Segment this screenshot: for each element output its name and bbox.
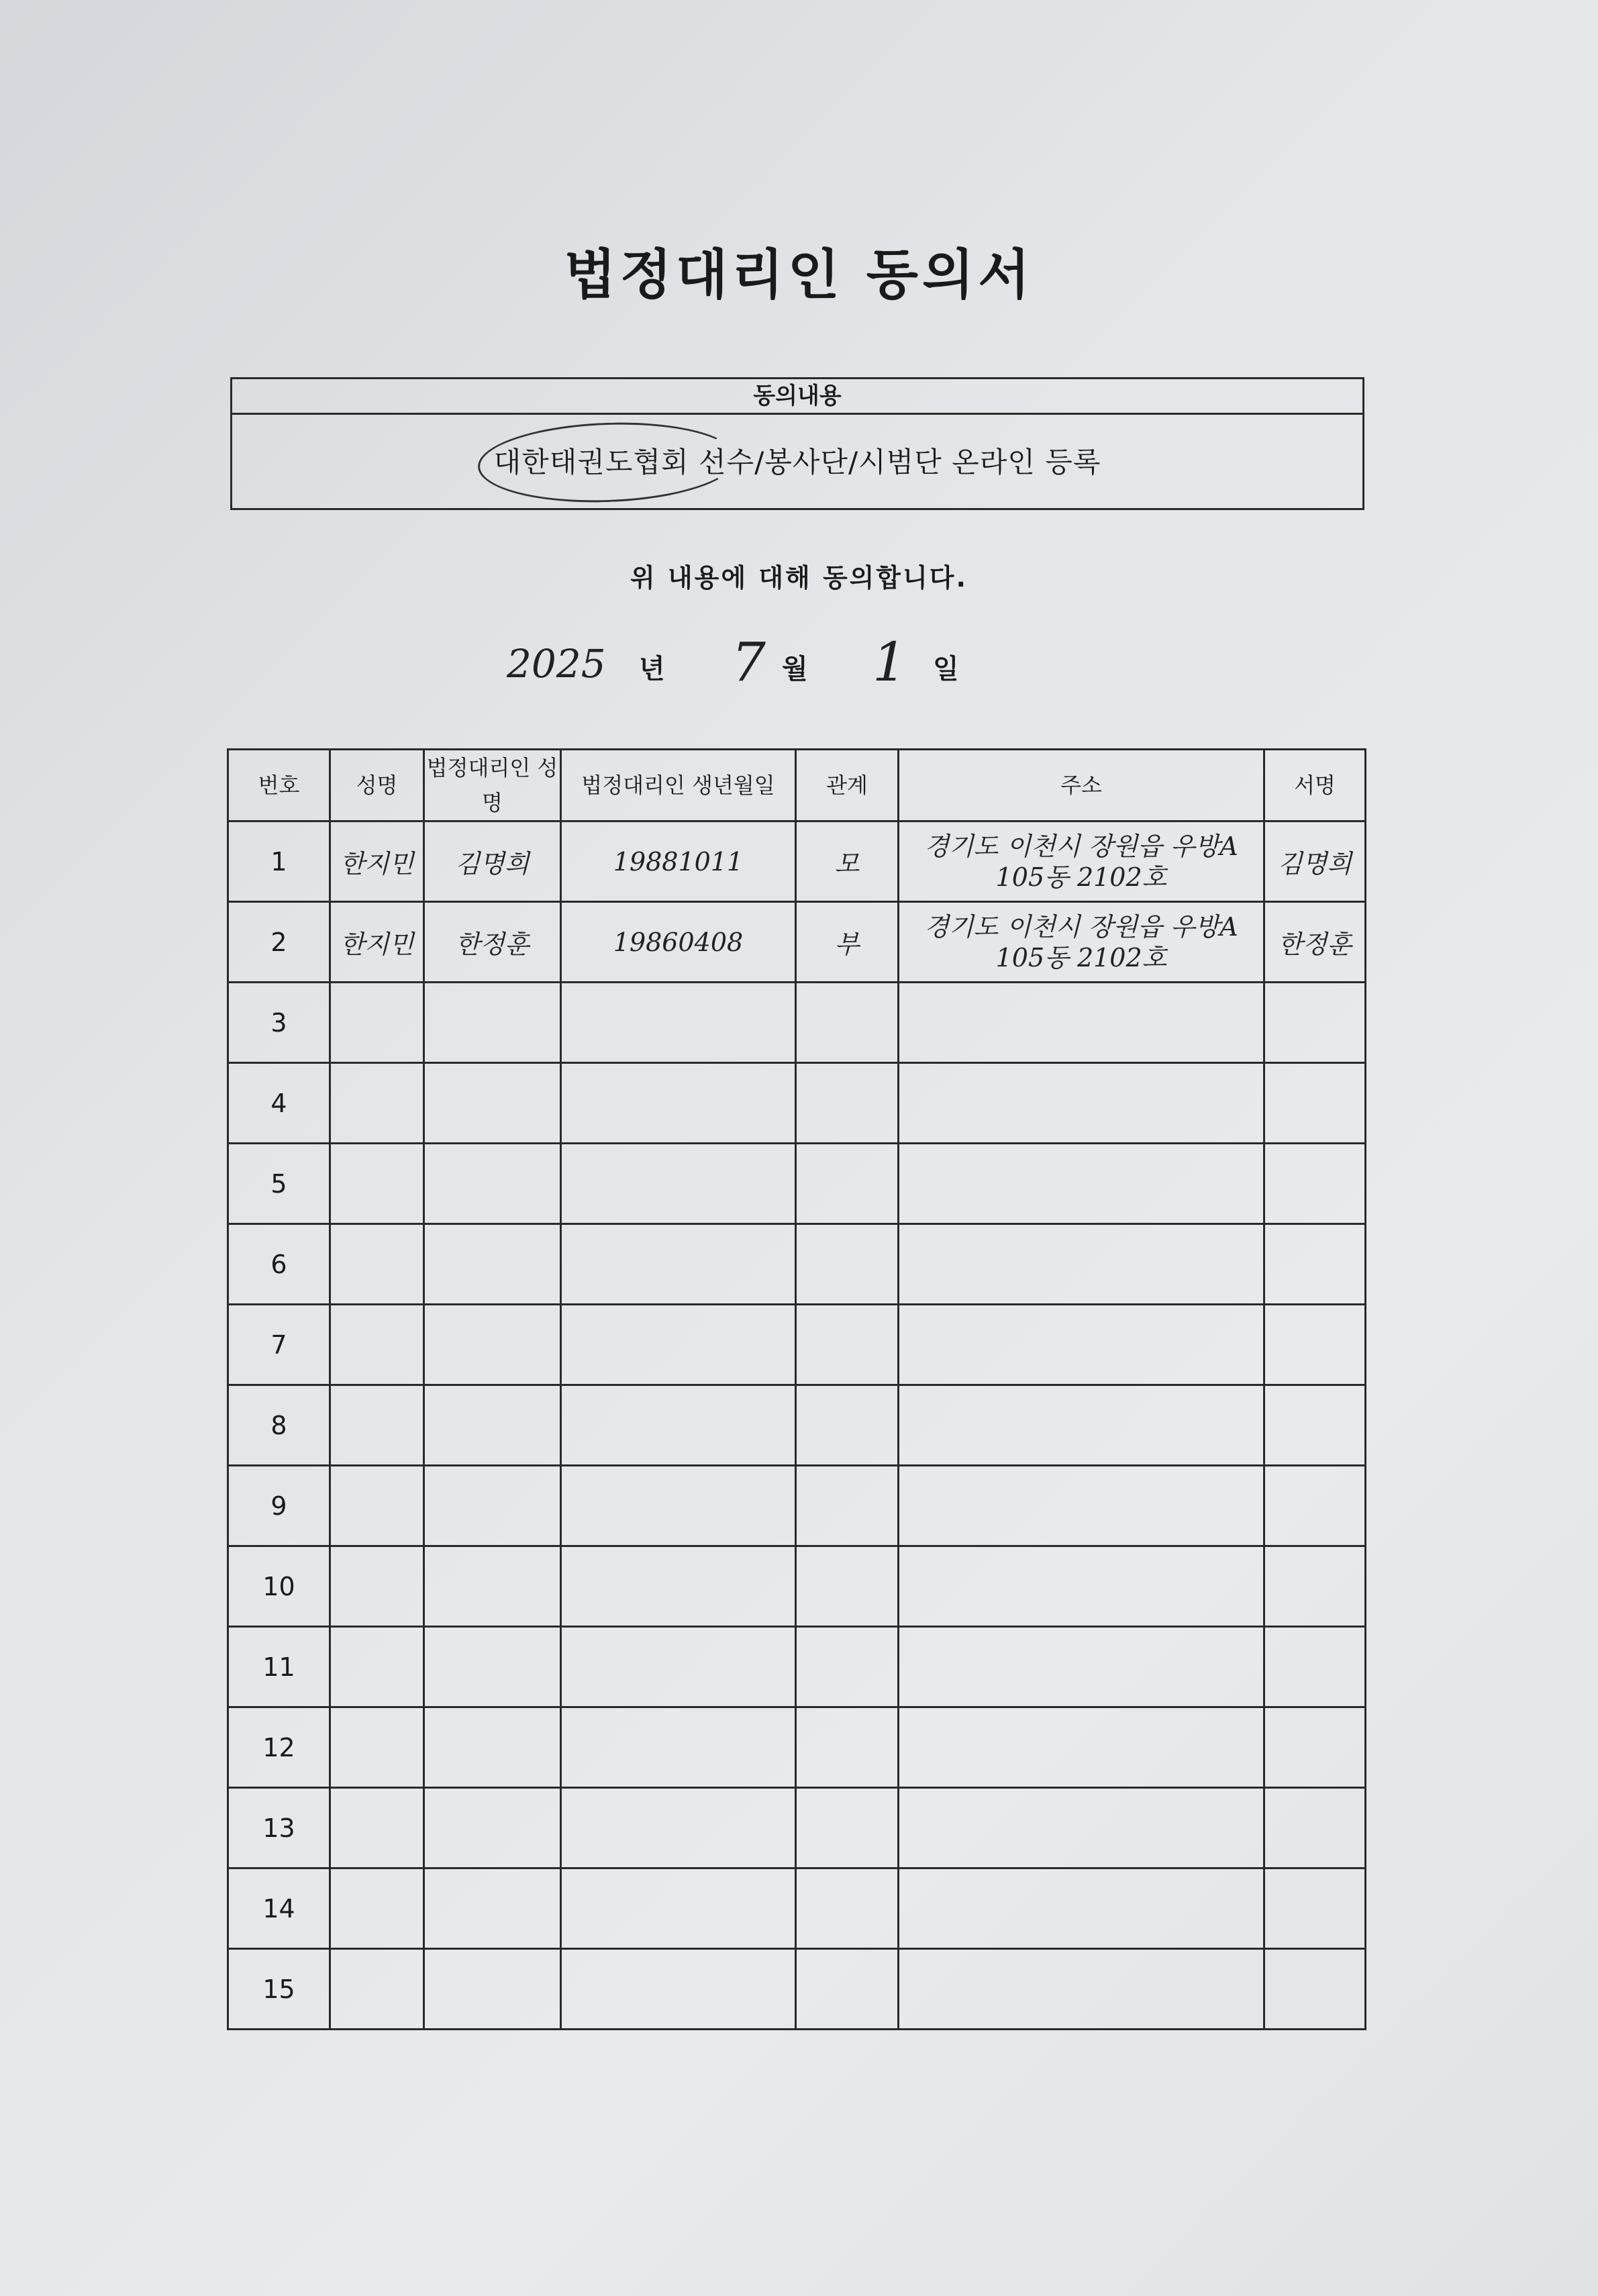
header-address: 주소 bbox=[899, 750, 1264, 821]
cell-address bbox=[899, 1063, 1264, 1144]
cell-name bbox=[330, 1627, 424, 1707]
cell-no: 7 bbox=[228, 1305, 330, 1385]
cell-address bbox=[899, 1385, 1264, 1466]
cell-relation bbox=[796, 1707, 899, 1788]
cell-name: 한지민 bbox=[330, 821, 424, 902]
cell-guardian-name bbox=[424, 1466, 561, 1546]
table-row bbox=[228, 1063, 1366, 1144]
cell-address bbox=[899, 1707, 1264, 1788]
cell-name: 한지민 bbox=[330, 902, 424, 983]
cell-name bbox=[330, 1224, 424, 1305]
agreement-statement: 위 내용에 대해 동의합니다. bbox=[630, 563, 968, 593]
cell-relation bbox=[796, 1224, 899, 1305]
cell-guardian-birth bbox=[561, 1385, 796, 1466]
cell-guardian-name bbox=[424, 1707, 561, 1788]
header-relation: 관계 bbox=[796, 750, 899, 821]
cell-guardian-birth bbox=[561, 1949, 796, 2030]
cell-guardian-name bbox=[424, 1949, 561, 2030]
cell-guardian-name bbox=[424, 1627, 561, 1707]
cell-no: 1 bbox=[228, 821, 330, 902]
cell-signature bbox=[1264, 1305, 1366, 1385]
cell-name bbox=[330, 1788, 424, 1868]
table-row bbox=[228, 1868, 1366, 1949]
cell-no: 9 bbox=[228, 1466, 330, 1546]
header-no: 번호 bbox=[228, 750, 330, 821]
cell-signature: 김명희 bbox=[1264, 821, 1366, 902]
cell-guardian-name bbox=[424, 1305, 561, 1385]
cell-name bbox=[330, 1305, 424, 1385]
date-day-label: 일 bbox=[933, 654, 959, 685]
cell-name bbox=[330, 1144, 424, 1224]
cell-guardian-name bbox=[424, 1224, 561, 1305]
cell-guardian-name: 한정훈 bbox=[424, 902, 561, 983]
cell-guardian-birth bbox=[561, 1224, 796, 1305]
cell-guardian-birth bbox=[561, 1144, 796, 1224]
cell-address bbox=[899, 1305, 1264, 1385]
cell-signature bbox=[1264, 1707, 1366, 1788]
cell-no: 5 bbox=[228, 1144, 330, 1224]
cell-relation bbox=[796, 1063, 899, 1144]
table-row bbox=[228, 1385, 1366, 1466]
consent-heading: 동의내용 bbox=[232, 379, 1362, 415]
header-guardian-birth: 법정대리인 생년월일 bbox=[561, 750, 796, 821]
cell-signature bbox=[1264, 1788, 1366, 1868]
cell-no: 14 bbox=[228, 1868, 330, 1949]
cell-address: 경기도 이천시 장원읍 우방A 105동 2102호 bbox=[899, 821, 1264, 902]
date-year-label: 년 bbox=[639, 654, 665, 685]
cell-no: 15 bbox=[228, 1949, 330, 2030]
table-row bbox=[228, 1949, 1366, 2030]
table-header-row bbox=[228, 750, 1366, 821]
cell-address bbox=[899, 1627, 1264, 1707]
cell-guardian-name bbox=[424, 1788, 561, 1868]
cell-guardian-birth bbox=[561, 1466, 796, 1546]
cell-signature: 한정훈 bbox=[1264, 902, 1366, 983]
table-row bbox=[228, 902, 1366, 983]
cell-no: 2 bbox=[228, 902, 330, 983]
date-year-value: 2025 bbox=[507, 641, 606, 687]
table-row bbox=[228, 983, 1366, 1063]
cell-relation bbox=[796, 1788, 899, 1868]
date-day-value: 1 bbox=[872, 631, 907, 693]
cell-signature bbox=[1264, 1546, 1366, 1627]
cell-address bbox=[899, 983, 1264, 1063]
cell-no: 4 bbox=[228, 1063, 330, 1144]
cell-guardian-name: 김명희 bbox=[424, 821, 561, 902]
consent-content: 대한태권도협회 선수/봉사단/시범단 온라인 등록 bbox=[493, 446, 1101, 479]
cell-relation: 모 bbox=[796, 821, 899, 902]
cell-address bbox=[899, 1144, 1264, 1224]
table-row bbox=[228, 1546, 1366, 1627]
cell-address bbox=[899, 1224, 1264, 1305]
date-month-value: 7 bbox=[732, 631, 766, 693]
cell-signature bbox=[1264, 1627, 1366, 1707]
cell-name bbox=[330, 1949, 424, 2030]
cell-guardian-birth bbox=[561, 1305, 796, 1385]
cell-guardian-birth: 19860408 bbox=[561, 902, 796, 983]
header-guardian-name: 법정대리인 성명 bbox=[424, 750, 561, 821]
cell-guardian-birth bbox=[561, 1788, 796, 1868]
cell-signature bbox=[1264, 1868, 1366, 1949]
table-row bbox=[228, 1305, 1366, 1385]
cell-no: 12 bbox=[228, 1707, 330, 1788]
cell-no: 3 bbox=[228, 983, 330, 1063]
cell-guardian-name bbox=[424, 1385, 561, 1466]
cell-relation bbox=[796, 1546, 899, 1627]
cell-signature bbox=[1264, 1144, 1366, 1224]
cell-no: 8 bbox=[228, 1385, 330, 1466]
cell-name bbox=[330, 1466, 424, 1546]
cell-guardian-name bbox=[424, 1868, 561, 1949]
cell-name bbox=[330, 1385, 424, 1466]
cell-relation bbox=[796, 1949, 899, 2030]
cell-guardian-birth bbox=[561, 1627, 796, 1707]
cell-name bbox=[330, 1868, 424, 1949]
cell-relation bbox=[796, 1385, 899, 1466]
cell-guardian-name bbox=[424, 1546, 561, 1627]
table-row bbox=[228, 1627, 1366, 1707]
cell-signature bbox=[1264, 1063, 1366, 1144]
cell-guardian-name bbox=[424, 983, 561, 1063]
cell-guardian-birth bbox=[561, 1707, 796, 1788]
table-row bbox=[228, 1707, 1366, 1788]
cell-name bbox=[330, 983, 424, 1063]
cell-relation bbox=[796, 983, 899, 1063]
table-row bbox=[228, 821, 1366, 902]
cell-address bbox=[899, 1546, 1264, 1627]
cell-relation bbox=[796, 1144, 899, 1224]
cell-guardian-birth bbox=[561, 1063, 796, 1144]
cell-no: 6 bbox=[228, 1224, 330, 1305]
header-signature: 서명 bbox=[1264, 750, 1366, 821]
cell-signature bbox=[1264, 983, 1366, 1063]
date-month-label: 월 bbox=[782, 654, 808, 685]
cell-signature bbox=[1264, 1385, 1366, 1466]
cell-guardian-name bbox=[424, 1144, 561, 1224]
cell-name bbox=[330, 1063, 424, 1144]
guardian-roster-table bbox=[227, 748, 1366, 2030]
cell-relation bbox=[796, 1627, 899, 1707]
header-name: 성명 bbox=[330, 750, 424, 821]
cell-address bbox=[899, 1949, 1264, 2030]
cell-name bbox=[330, 1546, 424, 1627]
table-row bbox=[228, 1788, 1366, 1868]
cell-guardian-birth: 19881011 bbox=[561, 821, 796, 902]
cell-signature bbox=[1264, 1224, 1366, 1305]
cell-guardian-birth bbox=[561, 1868, 796, 1949]
table-body bbox=[228, 821, 1366, 2030]
consent-content-box bbox=[230, 377, 1364, 510]
table-row bbox=[228, 1466, 1366, 1546]
form-title: 법정대리인 동의서 bbox=[564, 244, 1034, 306]
cell-signature bbox=[1264, 1466, 1366, 1546]
cell-address bbox=[899, 1466, 1264, 1546]
cell-relation: 부 bbox=[796, 902, 899, 983]
cell-guardian-birth bbox=[561, 1546, 796, 1627]
cell-relation bbox=[796, 1868, 899, 1949]
cell-guardian-name bbox=[424, 1063, 561, 1144]
table-row bbox=[228, 1224, 1366, 1305]
cell-address bbox=[899, 1868, 1264, 1949]
cell-name bbox=[330, 1707, 424, 1788]
cell-no: 10 bbox=[228, 1546, 330, 1627]
cell-address: 경기도 이천시 장원읍 우방A 105동 2102호 bbox=[899, 902, 1264, 983]
cell-guardian-birth bbox=[561, 983, 796, 1063]
cell-no: 13 bbox=[228, 1788, 330, 1868]
table-row bbox=[228, 1144, 1366, 1224]
cell-no: 11 bbox=[228, 1627, 330, 1707]
cell-relation bbox=[796, 1305, 899, 1385]
cell-relation bbox=[796, 1466, 899, 1546]
cell-address bbox=[899, 1788, 1264, 1868]
cell-signature bbox=[1264, 1949, 1366, 2030]
